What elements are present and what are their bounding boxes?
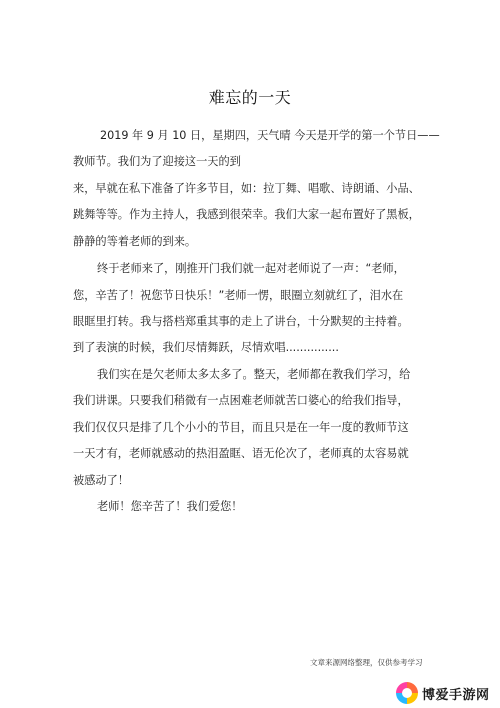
paragraph-line: 我们实在是欠老师太多太多了。整天，老师都在教我们学习，给 — [97, 368, 411, 381]
paragraph-line: 我们讲课。只要我们稍微有一点困难老师就苦口婆心的给我们指导， — [73, 394, 409, 407]
paragraph-line: 眼眶里打转。我与搭档郑重其事的走上了讲台，十分默契的主持着。 — [73, 315, 409, 328]
logo-text: 博爱手游网 — [422, 687, 490, 703]
paragraph-line: 终于老师来了，刚推开门我们就一起对老师说了一声：“老师， — [97, 262, 405, 275]
paragraph-line: 一天才有，老师就感动的热泪盈眶、语无伦次了，老师真的太容易就 — [73, 447, 409, 460]
paragraph-line: 老师！您辛苦了！我们爱您！ — [97, 500, 243, 513]
logo-icon — [396, 682, 418, 704]
paragraph-line: 教师节。我们为了迎接这一天的到 — [73, 155, 241, 168]
site-logo[interactable] — [396, 680, 496, 706]
paragraph-line: 2019 年 9 月 10 日，星期四，天气晴 今天是开学的第一个节日—— — [100, 129, 440, 142]
paragraph-line: 您，辛苦了！祝您节日快乐！”老师一愣，眼圈立刻就红了，泪水在 — [73, 289, 404, 302]
paragraph-line: 我们仅仅只是排了几个小小的节目，而且只是在一年一度的教师节这 — [73, 421, 409, 434]
document-title: 难忘的一天 — [208, 88, 292, 107]
paragraph-line: 静静的等着老师的到来。 — [73, 235, 197, 248]
source-note: 文章来源网络整理，仅供参考学习 — [310, 658, 423, 667]
paragraph-line: 跳舞等等。作为主持人，我感到很荣幸。我们大家一起布置好了黑板， — [73, 208, 420, 221]
paragraph-line: 到了表演的时候，我们尽情舞跃，尽情欢唱............... — [73, 341, 339, 354]
paragraph-line: 来，早就在私下准备了许多节目，如：拉丁舞、唱歌、诗朗诵、小品、 — [73, 182, 420, 195]
paragraph-line: 被感动了！ — [73, 474, 129, 487]
